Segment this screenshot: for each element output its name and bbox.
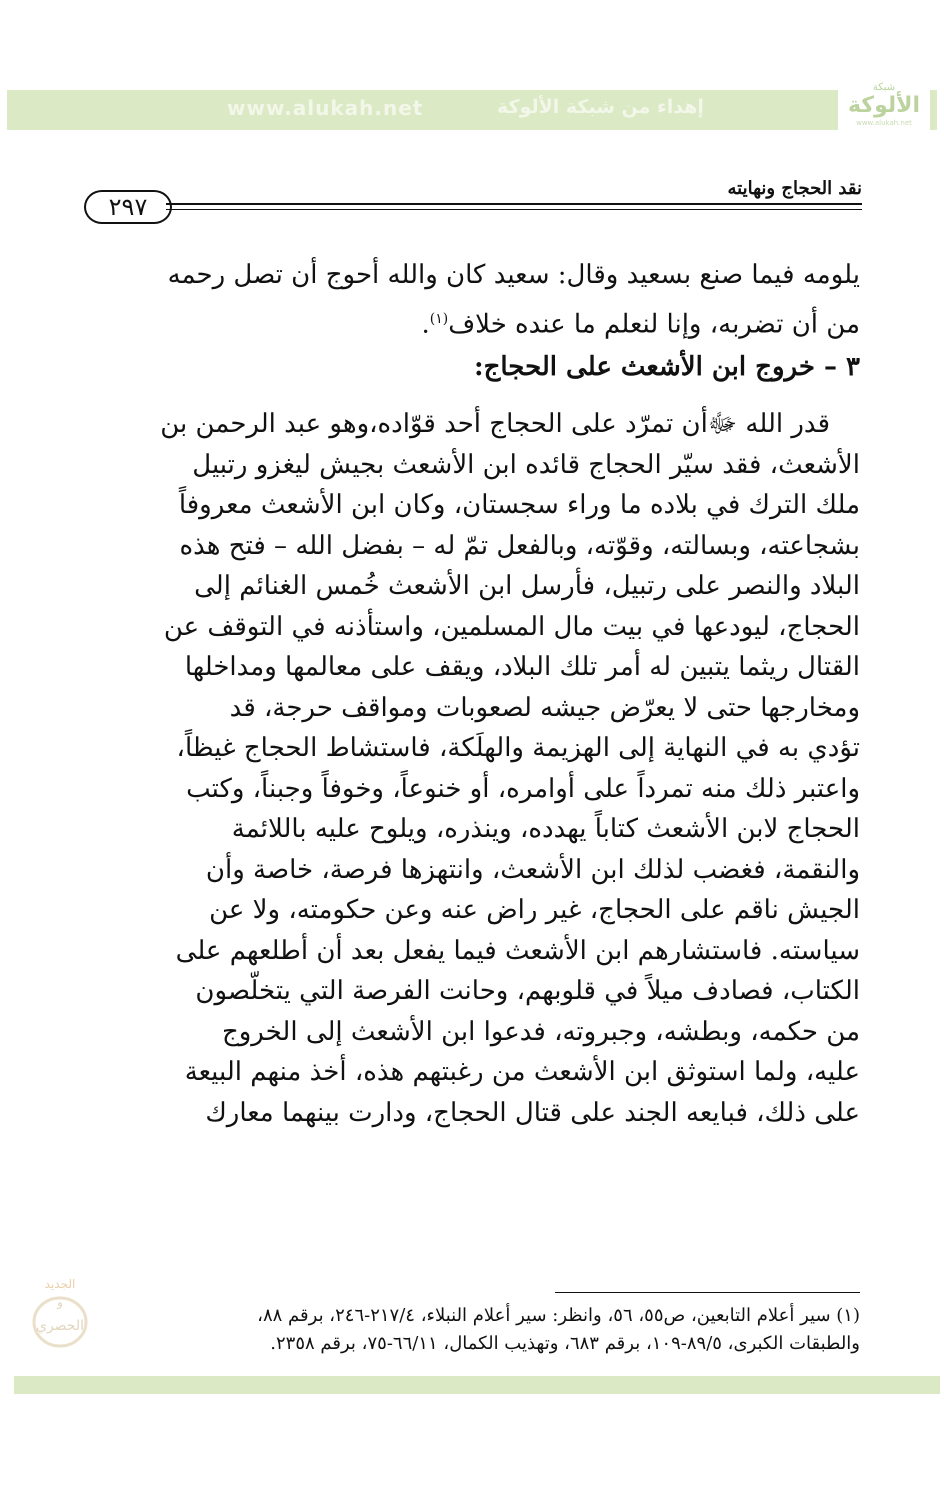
logo-sub-text: www.alukah.net [856,119,912,127]
main-paragraph [86,404,860,1133]
paragraph-line: ملك الترك في بلاده ما وراء سجستان، وكان ابن الأشعث معروفاً [178,490,860,520]
text-line-end: . [421,309,430,340]
paragraph-line: تؤدي به في النهاية إلى الهزيمة والهلَكة، فاستشاط الحجاج غيظاً، [176,733,860,763]
page-number: ٢٩٧ [84,190,172,224]
bottom-banner [14,1376,940,1394]
stamp-label-mid: و [57,1295,63,1309]
paragraph-line: الحجاج لابن الأشعث كتاباً يهدده، وينذره، ويلوح عليه باللائمة [231,814,860,844]
paragraph-line: بشجاعته، وبسالته، وقوّته، وبالفعل تمّ له – بفضل الله – فتح هذه [179,530,860,561]
paragraph-line: الحجاج، ليودعها في بيت مال المسلمين، واستأذنه في التوقف عن [163,611,860,642]
header-rule [166,203,862,205]
top-banner [7,90,937,130]
continuation-text [86,254,860,341]
banner-gift-text: إهداء من شبكة الألوكة [497,96,704,118]
text-line [86,298,860,342]
paragraph-line: الأشعث، فقد سيّر الحجاج قائده ابن الأشعث بجيش ليغزو رتبيل [192,449,860,480]
watermark-stamp [28,1268,92,1352]
paragraph-line: القتال ريثما يتبين له أمر تلك البلاد، ويقف على معالمها ومداخلها [184,652,860,682]
section-heading: ٣ – خروج ابن الأشعث على الحجاج: [473,352,860,382]
paragraph-line: سياسته. فاستشارهم ابن الأشعث فيما يفعل بعد أن أطلعهم على [175,935,860,966]
paragraph-line: من حكمه، وبطشه، وجبروته، فدعوا ابن الأشعث إلى الخروج [221,1016,860,1047]
banner-url[interactable]: www.alukah.net [227,96,424,120]
footnote-ref[interactable]: (١) [429,310,449,327]
footnote-separator [555,1292,860,1293]
alukah-logo [838,80,930,136]
paragraph-line: عليه، ولما استوثق ابن الأشعث من رغبتهم هذه، أخذ منهم البيعة [184,1057,860,1087]
footnote-line: (١) سير أعلام التابعين، ص٥٥، ٥٦، وانظر: سير أعلام النبلاء، ٢١٧/٤-٢٤٦، برقم ٨٨، [257,1305,860,1326]
logo-top-text: شبكة [872,82,896,93]
stamp-label-bottom: الحصري [35,1318,85,1334]
footnotes [86,1302,860,1358]
paragraph-line: على ذلك، فبايعه الجند على قتال الحجاج، ودارت بينهما معارك [205,1097,860,1128]
paragraph-line: والنقمة، فغضب لذلك ابن الأشعث، وانتهزها فرصة، خاصة وأن [205,854,860,885]
footnote-line: والطبقات الكبرى، ٨٩/٥-١٠٩، برقم ٦٨٣، وتهذيب الكمال، ٦٦/١١-٧٥، برقم ٢٣٥٨. [270,1333,860,1354]
text-line: يلومه فيما صنع بسعيد وقال: سعيد كان والله أحوج أن تصل رحمه [167,260,860,290]
logo-main-text: الألوكة [847,93,921,118]
paragraph-line: البلاد والنصر على رتبيل، فأرسل ابن الأشعث خُمس الغنائم إلى [194,571,860,601]
paragraph-line: ومخارجها حتى لا يعرّض جيشه لصعوبات ومواقف حرجة، قد [229,692,860,723]
paragraph-line: الكتاب، فصادف ميلاً في قلوبهم، وحانت الفرصة التي يتخلّصون [195,976,860,1006]
header-rule-thin [166,209,862,210]
paragraph-line: قدر الله ﷻأن تمرّد على الحجاج أحد قوّاده،وهو عبد الرحمن بن [160,409,830,439]
stamp-label-top: الجديد [44,1277,76,1291]
paragraph-line: واعتبر ذلك منه تمرداً على أوامره، أو خنوعاً، وخوفاً وجبناً، وكتب [186,773,860,804]
running-title: نقد الحجاج ونهايته [727,178,862,199]
text-line-content: من أن تضربه، وإنا لنعلم ما عنده خلاف [448,309,860,340]
paragraph-line: الجيش ناقم على الحجاج، غير راض عنه وعن حكومته، ولا عن [209,895,860,925]
